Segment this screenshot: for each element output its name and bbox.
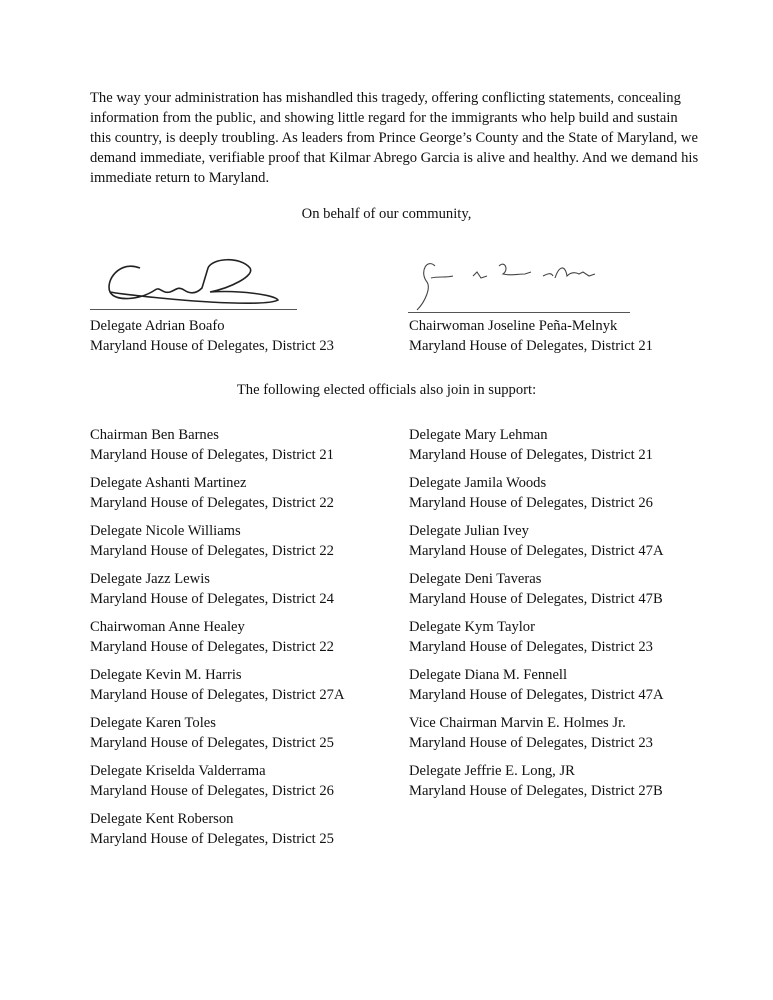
supporter-name: Delegate Kevin M. Harris: [90, 667, 242, 683]
supporter-entry: [90, 521, 334, 561]
supporter-affiliation: Maryland House of Delegates, District 25: [90, 735, 334, 751]
supporter-name: Delegate Ashanti Martinez: [90, 475, 247, 491]
signature-line-right: [408, 312, 630, 313]
supporter-entry: [90, 809, 334, 849]
signer-name: Chairwoman Joseline Peña-Melnyk: [409, 318, 618, 334]
signer-left: [90, 316, 334, 356]
supporter-entry: [409, 713, 653, 753]
supporter-name: Delegate Julian Ivey: [409, 523, 529, 539]
signer-right: [409, 316, 653, 356]
supporter-affiliation: Maryland House of Delegates, District 25: [90, 831, 334, 847]
signature-joseline-pena-melnyk: [405, 252, 645, 312]
supporter-name: Delegate Mary Lehman: [409, 427, 548, 443]
supporter-entry: [409, 761, 663, 801]
supporter-affiliation: Maryland House of Delegates, District 23: [409, 639, 653, 655]
supporter-affiliation: Maryland House of Delegates, District 22: [90, 495, 334, 511]
supporter-affiliation: Maryland House of Delegates, District 27B: [409, 783, 663, 799]
supporter-name: Chairwoman Anne Healey: [90, 619, 245, 635]
supporter-entry: [90, 713, 334, 753]
supporter-affiliation: Maryland House of Delegates, District 21: [90, 447, 334, 463]
supporter-name: Delegate Kent Roberson: [90, 811, 234, 827]
supporter-affiliation: Maryland House of Delegates, District 47A: [409, 543, 664, 559]
supporter-entry: [90, 425, 334, 465]
supporter-affiliation: Maryland House of Delegates, District 26: [409, 495, 653, 511]
supporter-affiliation: Maryland House of Delegates, District 23: [409, 735, 653, 751]
signature-adrian-boafo: [100, 250, 300, 310]
supporter-affiliation: Maryland House of Delegates, District 47B: [409, 591, 663, 607]
signature-line-left: [90, 309, 297, 310]
supporter-affiliation: Maryland House of Delegates, District 26: [90, 783, 334, 799]
supporter-entry: [409, 665, 664, 705]
signer-affiliation: Maryland House of Delegates, District 21: [409, 338, 653, 354]
supporter-name: Chairman Ben Barnes: [90, 427, 219, 443]
supporter-name: Delegate Kriselda Valderrama: [90, 763, 266, 779]
supporter-affiliation: Maryland House of Delegates, District 21: [409, 447, 653, 463]
supporter-affiliation: Maryland House of Delegates, District 27A: [90, 687, 345, 703]
supporter-affiliation: Maryland House of Delegates, District 47A: [409, 687, 664, 703]
supporter-entry: [409, 425, 653, 465]
supporter-affiliation: Maryland House of Delegates, District 22: [90, 639, 334, 655]
supporter-entry: [90, 569, 334, 609]
supporter-name: Delegate Jamila Woods: [409, 475, 547, 491]
signer-name: Delegate Adrian Boafo: [90, 318, 225, 334]
supporter-name: Delegate Deni Taveras: [409, 571, 542, 587]
supporter-name: Delegate Kym Taylor: [409, 619, 535, 635]
supporter-entry: [90, 665, 345, 705]
supporter-affiliation: Maryland House of Delegates, District 22: [90, 543, 334, 559]
supporter-entry: [409, 473, 653, 513]
supporter-name: Vice Chairman Marvin E. Holmes Jr.: [409, 715, 626, 731]
body-paragraph: The way your administration has mishandled this tragedy, offering conflicting statements, concealing information from the public, and showing little regard for the immigrants who help build and sustain this country, is deeply troubling. As leaders from Prince George’s County and the State of Maryland, we demand immediate, verifiable proof that Kilmar Abrego Garcia is alive and healthy. And we demand his immediate return to Maryland.: [90, 90, 699, 186]
supporter-entry: [409, 617, 653, 657]
supporter-entry: [90, 473, 334, 513]
supporter-name: Delegate Jeffrie E. Long, JR: [409, 763, 575, 779]
closing-line: On behalf of our community,: [301, 206, 472, 222]
supporter-name: Delegate Diana M. Fennell: [409, 667, 568, 683]
support-heading: The following elected officials also join in support:: [236, 382, 537, 398]
signer-affiliation: Maryland House of Delegates, District 23: [90, 338, 334, 354]
supporter-entry: [90, 617, 334, 657]
supporter-entry: [409, 521, 664, 561]
supporter-affiliation: Maryland House of Delegates, District 24: [90, 591, 334, 607]
supporter-entry: [90, 761, 334, 801]
supporter-name: Delegate Jazz Lewis: [90, 571, 210, 587]
supporter-name: Delegate Karen Toles: [90, 715, 216, 731]
supporter-entry: [409, 569, 663, 609]
supporter-name: Delegate Nicole Williams: [90, 523, 241, 539]
